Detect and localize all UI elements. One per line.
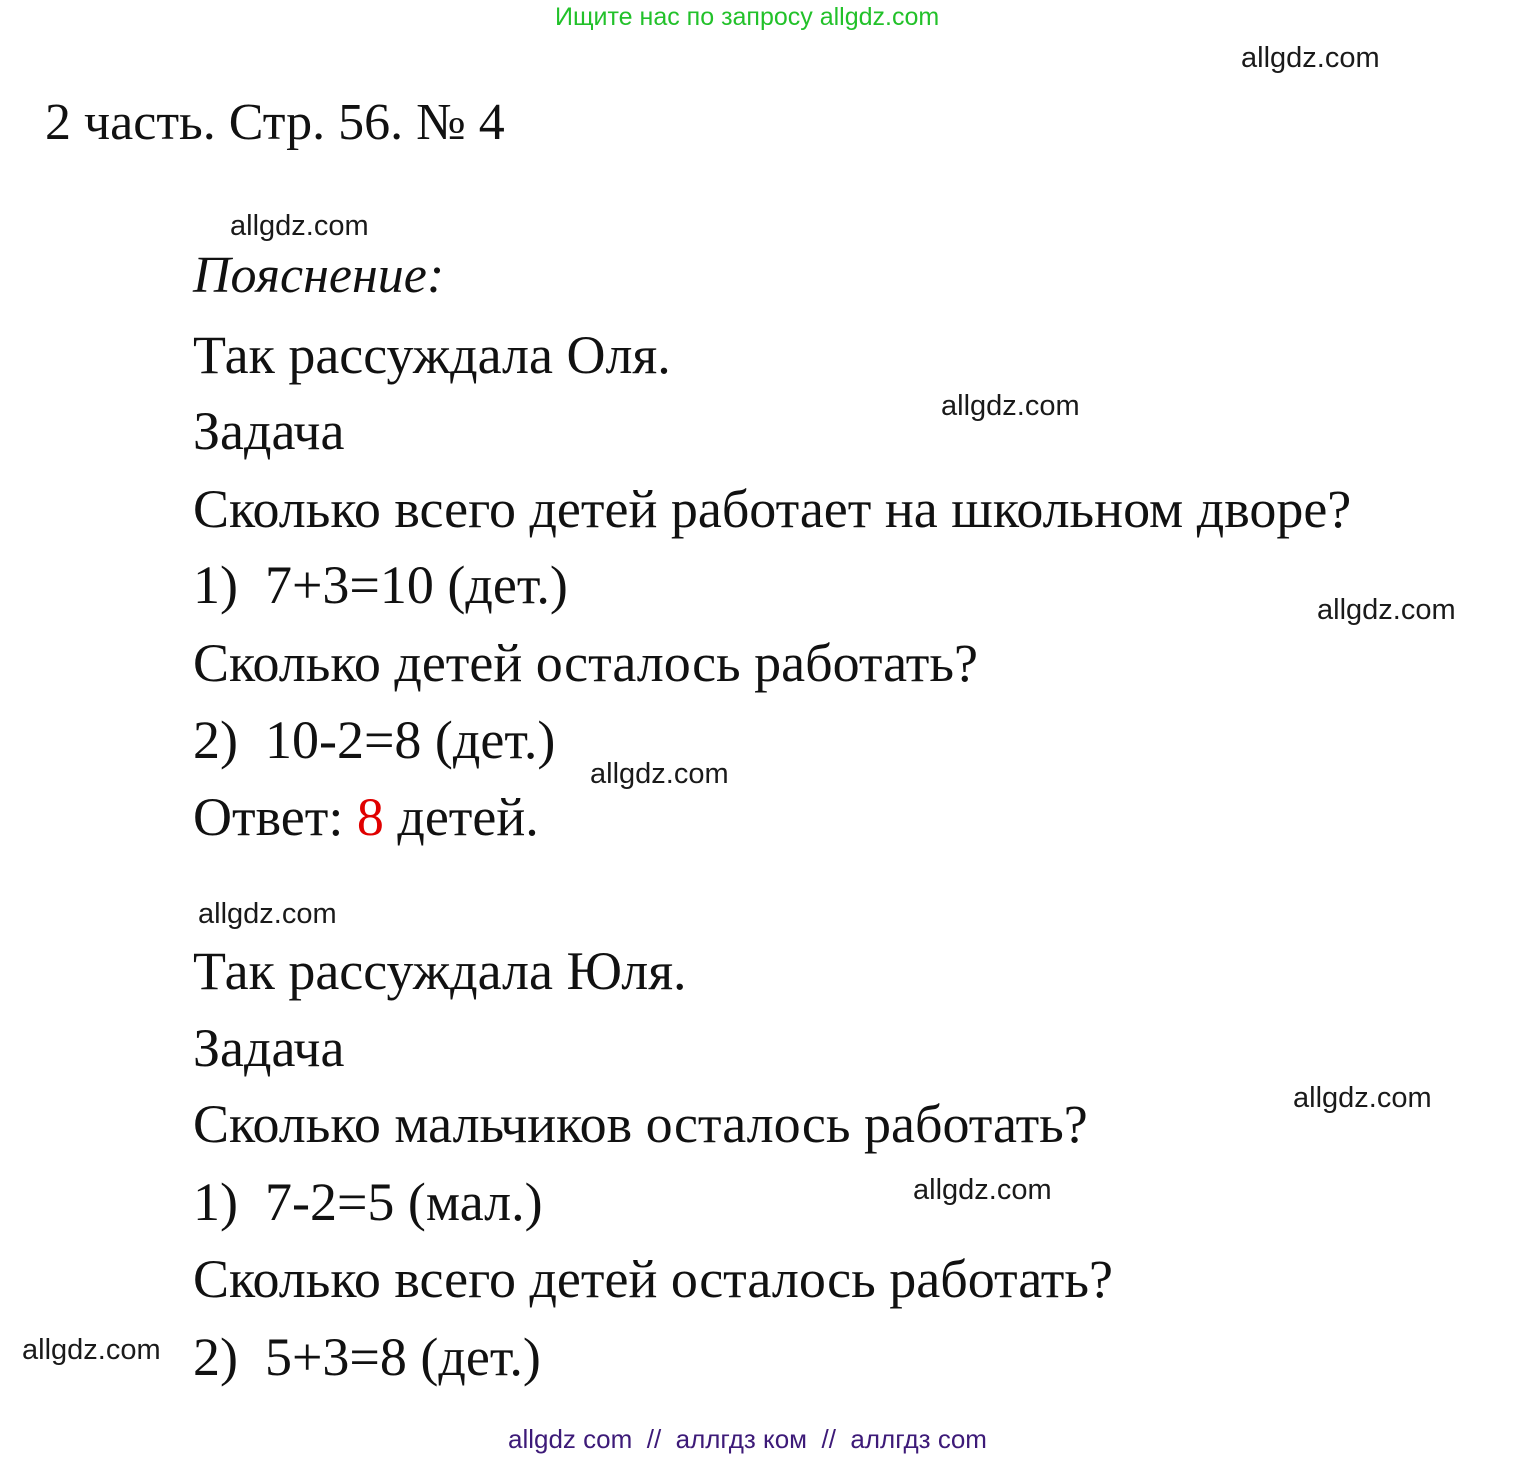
explanation-label: Пояснение:: [193, 247, 445, 304]
watermark: allgdz.com: [590, 758, 729, 790]
yulya-task-label: Задача: [193, 1018, 345, 1078]
olya-question-1: Сколько всего детей работает на школьном дворе?: [193, 479, 1352, 539]
watermark: allgdz.com: [1293, 1082, 1432, 1114]
olya-answer: [193, 787, 539, 847]
olya-heading: Так рассуждала Оля.: [193, 325, 671, 385]
watermark: allgdz.com: [1317, 594, 1456, 626]
olya-task-label: Задача: [193, 401, 345, 461]
watermark: allgdz.com: [941, 390, 1080, 422]
answer-prefix: Ответ:: [193, 787, 357, 847]
olya-step-1: 1) 7+3=10 (дет.): [193, 555, 568, 615]
olya-question-2: Сколько детей осталось работать?: [193, 633, 978, 693]
watermark: allgdz.com: [22, 1334, 161, 1366]
watermark: allgdz.com: [913, 1174, 1052, 1206]
watermark: allgdz.com: [1241, 42, 1380, 74]
yulya-heading: Так рассуждала Юля.: [193, 941, 687, 1001]
yulya-question-2: Сколько всего детей осталось работать?: [193, 1249, 1114, 1309]
answer-value: 8: [356, 787, 384, 847]
footer-banner: allgdz com // аллгдз ком // аллгдз com: [508, 1424, 987, 1454]
yulya-step-2: 2) 5+3=8 (дет.): [193, 1327, 541, 1387]
watermark: allgdz.com: [230, 210, 369, 242]
watermark: allgdz.com: [198, 898, 337, 930]
header-banner: Ищите нас по запросу allgdz.com: [555, 3, 940, 31]
yulya-question-1: Сколько мальчиков осталось работать?: [193, 1094, 1088, 1154]
olya-step-2: 2) 10-2=8 (дет.): [193, 710, 556, 770]
answer-suffix: детей.: [383, 787, 539, 847]
page-title: 2 часть. Стр. 56. № 4: [45, 94, 505, 151]
yulya-step-1: 1) 7-2=5 (мал.): [193, 1172, 543, 1232]
